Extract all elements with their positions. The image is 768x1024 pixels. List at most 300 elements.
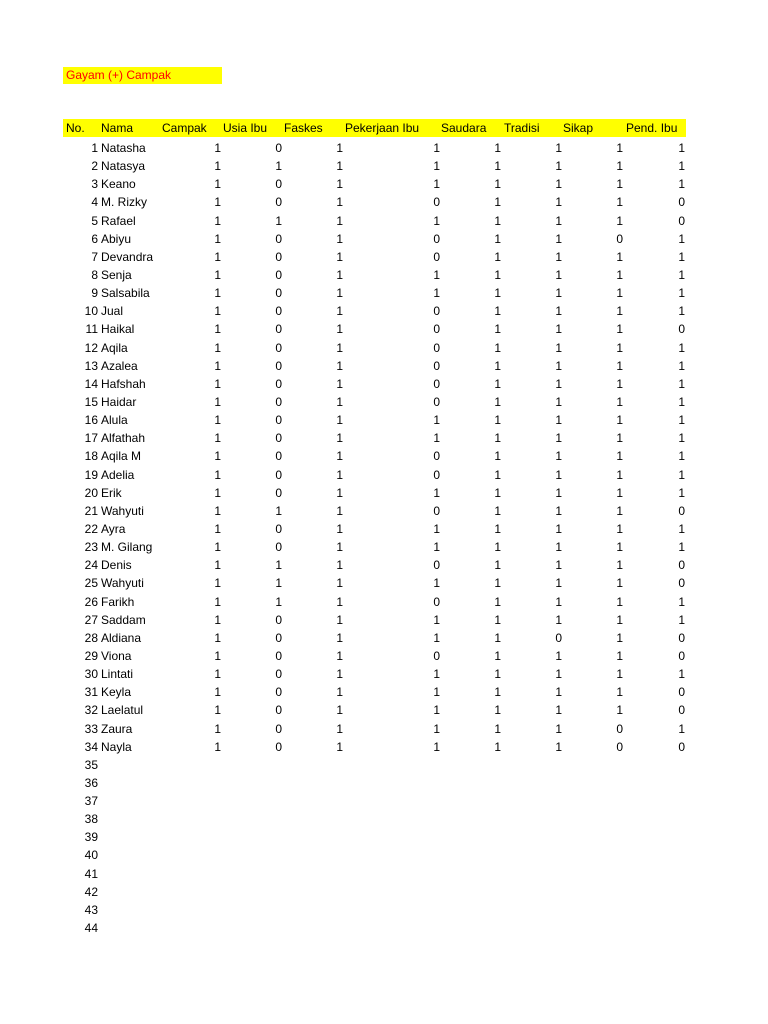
cell-usia-ibu[interactable]: 0 [275,449,282,464]
cell-nama[interactable]: Alfathah [101,431,146,446]
cell-usia-ibu[interactable]: 1 [275,503,282,518]
cell-pekerjaan-ibu[interactable]: 1 [433,286,440,301]
cell-campak[interactable]: 1 [214,304,221,319]
cell-sikap[interactable]: 1 [616,286,623,301]
cell-tradisi[interactable]: 1 [555,394,562,409]
cell-no[interactable]: 29 [84,648,98,663]
cell-campak[interactable]: 1 [214,667,221,682]
cell-campak[interactable]: 1 [214,322,221,337]
cell-campak[interactable]: 1 [214,648,221,663]
cell-sikap[interactable]: 1 [616,540,623,555]
cell-saudara[interactable]: 1 [494,485,501,500]
cell-pekerjaan-ibu[interactable]: 1 [433,159,440,174]
cell-sikap[interactable]: 1 [616,449,623,464]
cell-pekerjaan-ibu[interactable]: 0 [433,195,440,210]
cell-saudara[interactable]: 1 [494,267,501,282]
cell-nama[interactable]: Aqila [101,340,128,355]
cell-nama[interactable]: Salsabila [101,286,150,301]
cell-saudara[interactable]: 1 [494,141,501,155]
cell-saudara[interactable]: 1 [494,177,501,192]
cell-faskes[interactable]: 1 [336,449,343,464]
header-sikap[interactable]: Sikap [563,121,594,135]
cell-no[interactable]: 6 [91,231,98,246]
cell-faskes[interactable]: 1 [336,521,343,536]
cell-nama[interactable]: Rafael [101,213,136,228]
cell-no[interactable]: 40 [84,848,98,863]
cell-tradisi[interactable]: 1 [555,231,562,246]
cell-nama[interactable]: Farikh [101,594,135,609]
cell-pekerjaan-ibu[interactable]: 1 [433,540,440,555]
cell-campak[interactable]: 1 [214,467,221,482]
cell-saudara[interactable]: 1 [494,376,501,391]
cell-no[interactable]: 2 [91,159,98,174]
cell-tradisi[interactable]: 1 [555,521,562,536]
cell-tradisi[interactable]: 1 [555,485,562,500]
cell-nama[interactable]: Saddam [101,612,146,627]
cell-tradisi[interactable]: 1 [555,594,562,609]
cell-pend-ibu[interactable]: 1 [678,467,685,482]
cell-faskes[interactable]: 1 [336,195,343,210]
cell-no[interactable]: 39 [84,830,98,845]
cell-saudara[interactable]: 1 [494,449,501,464]
cell-saudara[interactable]: 1 [494,612,501,627]
cell-nama[interactable]: Viona [101,648,132,663]
cell-tradisi[interactable]: 1 [555,358,562,373]
cell-no[interactable]: 38 [84,812,98,827]
cell-sikap[interactable]: 1 [616,249,623,264]
sheet-title[interactable]: Gayam (+) Campak [63,67,222,84]
cell-campak[interactable]: 1 [214,413,221,428]
cell-pekerjaan-ibu[interactable]: 1 [433,721,440,736]
cell-pend-ibu[interactable]: 1 [678,304,685,319]
cell-no[interactable]: 24 [84,558,98,573]
cell-pekerjaan-ibu[interactable]: 0 [433,467,440,482]
cell-pend-ibu[interactable]: 0 [678,322,685,337]
cell-pekerjaan-ibu[interactable]: 1 [433,667,440,682]
cell-faskes[interactable]: 1 [336,540,343,555]
cell-campak[interactable]: 1 [214,249,221,264]
cell-nama[interactable]: Keyla [101,685,132,700]
cell-pekerjaan-ibu[interactable]: 0 [433,648,440,663]
cell-usia-ibu[interactable]: 1 [275,558,282,573]
cell-nama[interactable]: Alula [101,413,128,428]
cell-faskes[interactable]: 1 [336,558,343,573]
cell-no[interactable]: 28 [84,630,98,645]
cell-faskes[interactable]: 1 [336,267,343,282]
cell-usia-ibu[interactable]: 0 [275,521,282,536]
cell-sikap[interactable]: 1 [616,177,623,192]
cell-pekerjaan-ibu[interactable]: 0 [433,449,440,464]
cell-pend-ibu[interactable]: 0 [678,213,685,228]
cell-sikap[interactable]: 1 [616,667,623,682]
cell-pekerjaan-ibu[interactable]: 1 [433,630,440,645]
cell-campak[interactable]: 1 [214,594,221,609]
cell-no[interactable]: 18 [84,449,98,464]
cell-saudara[interactable]: 1 [494,594,501,609]
cell-tradisi[interactable]: 1 [555,703,562,718]
cell-usia-ibu[interactable]: 1 [275,576,282,591]
cell-faskes[interactable]: 1 [336,322,343,337]
cell-usia-ibu[interactable]: 0 [275,177,282,192]
cell-no[interactable]: 22 [84,521,98,536]
cell-sikap[interactable]: 1 [616,467,623,482]
cell-sikap[interactable]: 1 [616,503,623,518]
cell-campak[interactable]: 1 [214,703,221,718]
cell-no[interactable]: 36 [84,775,98,790]
cell-nama[interactable]: M. Rizky [101,195,147,210]
cell-no[interactable]: 34 [84,739,98,754]
cell-usia-ibu[interactable]: 0 [275,304,282,319]
cell-sikap[interactable]: 1 [616,304,623,319]
cell-pend-ibu[interactable]: 0 [678,630,685,645]
cell-campak[interactable]: 1 [214,358,221,373]
cell-tradisi[interactable]: 1 [555,576,562,591]
cell-saudara[interactable]: 1 [494,558,501,573]
cell-usia-ibu[interactable]: 0 [275,141,282,155]
cell-pekerjaan-ibu[interactable]: 0 [433,594,440,609]
cell-no[interactable]: 15 [84,394,98,409]
cell-tradisi[interactable]: 1 [555,159,562,174]
cell-saudara[interactable]: 1 [494,685,501,700]
cell-campak[interactable]: 1 [214,340,221,355]
cell-pend-ibu[interactable]: 1 [678,431,685,446]
cell-pekerjaan-ibu[interactable]: 0 [433,558,440,573]
cell-no[interactable]: 33 [84,721,98,736]
cell-pend-ibu[interactable]: 1 [678,721,685,736]
cell-pend-ibu[interactable]: 1 [678,413,685,428]
cell-campak[interactable]: 1 [214,286,221,301]
cell-pekerjaan-ibu[interactable]: 0 [433,503,440,518]
cell-nama[interactable]: Aqila M [101,449,142,464]
cell-campak[interactable]: 1 [214,267,221,282]
cell-faskes[interactable]: 1 [336,249,343,264]
cell-no[interactable]: 30 [84,667,98,682]
cell-saudara[interactable]: 1 [494,340,501,355]
cell-nama[interactable]: Natasha [101,141,146,155]
cell-saudara[interactable]: 1 [494,467,501,482]
cell-no[interactable]: 3 [91,177,98,192]
cell-campak[interactable]: 1 [214,431,221,446]
cell-campak[interactable]: 1 [214,685,221,700]
cell-pend-ibu[interactable]: 1 [678,249,685,264]
cell-saudara[interactable]: 1 [494,286,501,301]
cell-pend-ibu[interactable]: 1 [678,177,685,192]
cell-pend-ibu[interactable]: 1 [678,521,685,536]
cell-no[interactable]: 37 [84,794,98,809]
cell-sikap[interactable]: 1 [616,213,623,228]
header-tradisi[interactable]: Tradisi [504,121,540,135]
cell-pekerjaan-ibu[interactable]: 1 [433,267,440,282]
cell-faskes[interactable]: 1 [336,304,343,319]
cell-faskes[interactable]: 1 [336,431,343,446]
cell-campak[interactable]: 1 [214,177,221,192]
cell-pekerjaan-ibu[interactable]: 0 [433,231,440,246]
cell-pend-ibu[interactable]: 0 [678,558,685,573]
cell-nama[interactable]: Jual [101,304,124,319]
cell-nama[interactable]: Erik [101,485,122,500]
cell-pend-ibu[interactable]: 1 [678,267,685,282]
cell-tradisi[interactable]: 1 [555,667,562,682]
cell-campak[interactable]: 1 [214,558,221,573]
cell-saudara[interactable]: 1 [494,721,501,736]
cell-tradisi[interactable]: 1 [555,558,562,573]
cell-no[interactable]: 23 [84,540,98,555]
cell-tradisi[interactable]: 1 [555,322,562,337]
cell-faskes[interactable]: 1 [336,340,343,355]
cell-no[interactable]: 16 [84,413,98,428]
cell-saudara[interactable]: 1 [494,521,501,536]
cell-tradisi[interactable]: 1 [555,612,562,627]
cell-tradisi[interactable]: 1 [555,540,562,555]
cell-usia-ibu[interactable]: 0 [275,467,282,482]
cell-no[interactable]: 31 [84,685,98,700]
header-saudara[interactable]: Saudara [441,121,487,135]
cell-pekerjaan-ibu[interactable]: 0 [433,340,440,355]
cell-nama[interactable]: Azalea [101,358,138,373]
cell-nama[interactable]: Denis [101,558,132,573]
cell-sikap[interactable]: 1 [616,340,623,355]
cell-pend-ibu[interactable]: 1 [678,485,685,500]
cell-usia-ibu[interactable]: 0 [275,322,282,337]
cell-nama[interactable]: Abiyu [101,231,132,246]
cell-no[interactable]: 21 [84,503,98,518]
cell-tradisi[interactable]: 1 [555,431,562,446]
cell-campak[interactable]: 1 [214,213,221,228]
cell-sikap[interactable]: 1 [616,703,623,718]
cell-tradisi[interactable]: 1 [555,213,562,228]
cell-pend-ibu[interactable]: 0 [678,648,685,663]
cell-nama[interactable]: Aldiana [101,630,142,645]
cell-campak[interactable]: 1 [214,449,221,464]
cell-sikap[interactable]: 0 [616,721,623,736]
cell-no[interactable]: 27 [84,612,98,627]
cell-nama[interactable]: Lintati [101,667,134,682]
cell-usia-ibu[interactable]: 0 [275,286,282,301]
cell-sikap[interactable]: 1 [616,594,623,609]
cell-usia-ibu[interactable]: 0 [275,195,282,210]
cell-saudara[interactable]: 1 [494,304,501,319]
cell-no[interactable]: 17 [84,431,98,446]
cell-pend-ibu[interactable]: 1 [678,159,685,174]
cell-usia-ibu[interactable]: 1 [275,159,282,174]
cell-saudara[interactable]: 1 [494,231,501,246]
cell-tradisi[interactable]: 1 [555,739,562,754]
cell-pekerjaan-ibu[interactable]: 0 [433,322,440,337]
cell-pend-ibu[interactable]: 1 [678,594,685,609]
cell-saudara[interactable]: 1 [494,576,501,591]
cell-campak[interactable]: 1 [214,721,221,736]
cell-usia-ibu[interactable]: 0 [275,648,282,663]
cell-usia-ibu[interactable]: 0 [275,358,282,373]
cell-tradisi[interactable]: 1 [555,304,562,319]
cell-tradisi[interactable]: 1 [555,141,562,155]
cell-tradisi[interactable]: 1 [555,249,562,264]
cell-tradisi[interactable]: 0 [555,630,562,645]
cell-pend-ibu[interactable]: 1 [678,612,685,627]
cell-nama[interactable]: Hafshah [101,376,146,391]
cell-pekerjaan-ibu[interactable]: 1 [433,576,440,591]
cell-no[interactable]: 4 [91,195,98,210]
cell-sikap[interactable]: 1 [616,267,623,282]
cell-pend-ibu[interactable]: 0 [678,739,685,754]
cell-sikap[interactable]: 1 [616,195,623,210]
cell-pekerjaan-ibu[interactable]: 1 [433,213,440,228]
cell-pekerjaan-ibu[interactable]: 1 [433,141,440,155]
cell-nama[interactable]: Devandra [101,249,154,264]
cell-faskes[interactable]: 1 [336,141,343,155]
cell-usia-ibu[interactable]: 0 [275,685,282,700]
cell-campak[interactable]: 1 [214,503,221,518]
cell-nama[interactable]: Haikal [101,322,135,337]
cell-faskes[interactable]: 1 [336,667,343,682]
cell-campak[interactable]: 1 [214,195,221,210]
cell-pekerjaan-ibu[interactable]: 1 [433,413,440,428]
cell-no[interactable]: 12 [84,340,98,355]
cell-saudara[interactable]: 1 [494,322,501,337]
header-pend-ibu[interactable]: Pend. Ibu [626,121,678,135]
cell-pend-ibu[interactable]: 0 [678,576,685,591]
cell-sikap[interactable]: 0 [616,231,623,246]
cell-faskes[interactable]: 1 [336,612,343,627]
cell-saudara[interactable]: 1 [494,358,501,373]
cell-nama[interactable]: Ayra [101,521,126,536]
cell-usia-ibu[interactable]: 0 [275,267,282,282]
cell-pend-ibu[interactable]: 1 [678,540,685,555]
cell-pend-ibu[interactable]: 0 [678,503,685,518]
cell-pend-ibu[interactable]: 1 [678,449,685,464]
cell-saudara[interactable]: 1 [494,739,501,754]
cell-tradisi[interactable]: 1 [555,177,562,192]
cell-pend-ibu[interactable]: 1 [678,394,685,409]
cell-sikap[interactable]: 1 [616,141,623,155]
cell-sikap[interactable]: 1 [616,630,623,645]
cell-no[interactable]: 9 [91,286,98,301]
cell-usia-ibu[interactable]: 0 [275,612,282,627]
cell-no[interactable]: 10 [84,304,98,319]
cell-campak[interactable]: 1 [214,612,221,627]
cell-no[interactable]: 13 [84,358,98,373]
cell-usia-ibu[interactable]: 0 [275,231,282,246]
cell-pend-ibu[interactable]: 1 [678,286,685,301]
cell-usia-ibu[interactable]: 0 [275,667,282,682]
cell-faskes[interactable]: 1 [336,503,343,518]
header-no[interactable]: No. [66,121,85,135]
cell-pend-ibu[interactable]: 1 [678,358,685,373]
cell-campak[interactable]: 1 [214,540,221,555]
cell-faskes[interactable]: 1 [336,358,343,373]
cell-faskes[interactable]: 1 [336,576,343,591]
cell-nama[interactable]: Laelatul [101,703,144,718]
cell-no[interactable]: 7 [91,249,98,264]
cell-no[interactable]: 1 [91,141,98,155]
header-usia-ibu[interactable]: Usia Ibu [223,121,268,135]
cell-pekerjaan-ibu[interactable]: 0 [433,304,440,319]
cell-campak[interactable]: 1 [214,394,221,409]
cell-nama[interactable]: Natasya [101,159,146,174]
cell-saudara[interactable]: 1 [494,195,501,210]
cell-usia-ibu[interactable]: 0 [275,485,282,500]
cell-usia-ibu[interactable]: 1 [275,594,282,609]
cell-pekerjaan-ibu[interactable]: 1 [433,431,440,446]
cell-sikap[interactable]: 1 [616,648,623,663]
cell-usia-ibu[interactable]: 0 [275,413,282,428]
cell-pend-ibu[interactable]: 1 [678,340,685,355]
cell-no[interactable]: 26 [84,594,98,609]
cell-faskes[interactable]: 1 [336,231,343,246]
cell-usia-ibu[interactable]: 0 [275,431,282,446]
header-nama[interactable]: Nama [101,121,134,135]
cell-usia-ibu[interactable]: 0 [275,630,282,645]
cell-saudara[interactable]: 1 [494,648,501,663]
cell-no[interactable]: 11 [85,322,98,337]
cell-pend-ibu[interactable]: 0 [678,685,685,700]
cell-pekerjaan-ibu[interactable]: 0 [433,249,440,264]
cell-sikap[interactable]: 1 [616,413,623,428]
cell-faskes[interactable]: 1 [336,485,343,500]
cell-sikap[interactable]: 1 [616,394,623,409]
cell-tradisi[interactable]: 1 [555,648,562,663]
cell-campak[interactable]: 1 [214,231,221,246]
cell-campak[interactable]: 1 [214,630,221,645]
cell-saudara[interactable]: 1 [494,431,501,446]
cell-faskes[interactable]: 1 [336,159,343,174]
cell-nama[interactable]: Zaura [101,721,133,736]
cell-faskes[interactable]: 1 [336,177,343,192]
cell-tradisi[interactable]: 1 [555,467,562,482]
cell-tradisi[interactable]: 1 [555,413,562,428]
cell-nama[interactable]: Adelia [101,467,135,482]
cell-saudara[interactable]: 1 [494,503,501,518]
cell-campak[interactable]: 1 [214,521,221,536]
header-campak[interactable]: Campak [162,121,207,135]
cell-campak[interactable]: 1 [214,141,221,155]
cell-usia-ibu[interactable]: 0 [275,703,282,718]
cell-nama[interactable]: Senja [101,267,132,282]
cell-tradisi[interactable]: 1 [555,685,562,700]
cell-pend-ibu[interactable]: 1 [678,231,685,246]
cell-campak[interactable]: 1 [214,576,221,591]
cell-pend-ibu[interactable]: 1 [678,667,685,682]
cell-sikap[interactable]: 1 [616,612,623,627]
cell-faskes[interactable]: 1 [336,394,343,409]
cell-faskes[interactable]: 1 [336,630,343,645]
cell-no[interactable]: 8 [91,267,98,282]
cell-faskes[interactable]: 1 [336,703,343,718]
cell-usia-ibu[interactable]: 0 [275,376,282,391]
cell-no[interactable]: 25 [84,576,98,591]
cell-nama[interactable]: Keano [101,177,136,192]
cell-pekerjaan-ibu[interactable]: 1 [433,739,440,754]
cell-usia-ibu[interactable]: 0 [275,721,282,736]
cell-saudara[interactable]: 1 [494,413,501,428]
cell-no[interactable]: 42 [84,884,98,899]
cell-sikap[interactable]: 1 [616,485,623,500]
cell-tradisi[interactable]: 1 [555,376,562,391]
cell-no[interactable]: 44 [84,921,98,936]
cell-usia-ibu[interactable]: 0 [275,394,282,409]
cell-saudara[interactable]: 1 [494,213,501,228]
cell-faskes[interactable]: 1 [336,685,343,700]
cell-nama[interactable]: M. Gilang [101,540,153,555]
cell-sikap[interactable]: 1 [616,322,623,337]
cell-faskes[interactable]: 1 [336,467,343,482]
cell-tradisi[interactable]: 1 [555,721,562,736]
cell-saudara[interactable]: 1 [494,159,501,174]
cell-sikap[interactable]: 0 [616,739,623,754]
cell-pekerjaan-ibu[interactable]: 0 [433,376,440,391]
cell-usia-ibu[interactable]: 0 [275,340,282,355]
cell-faskes[interactable]: 1 [336,594,343,609]
